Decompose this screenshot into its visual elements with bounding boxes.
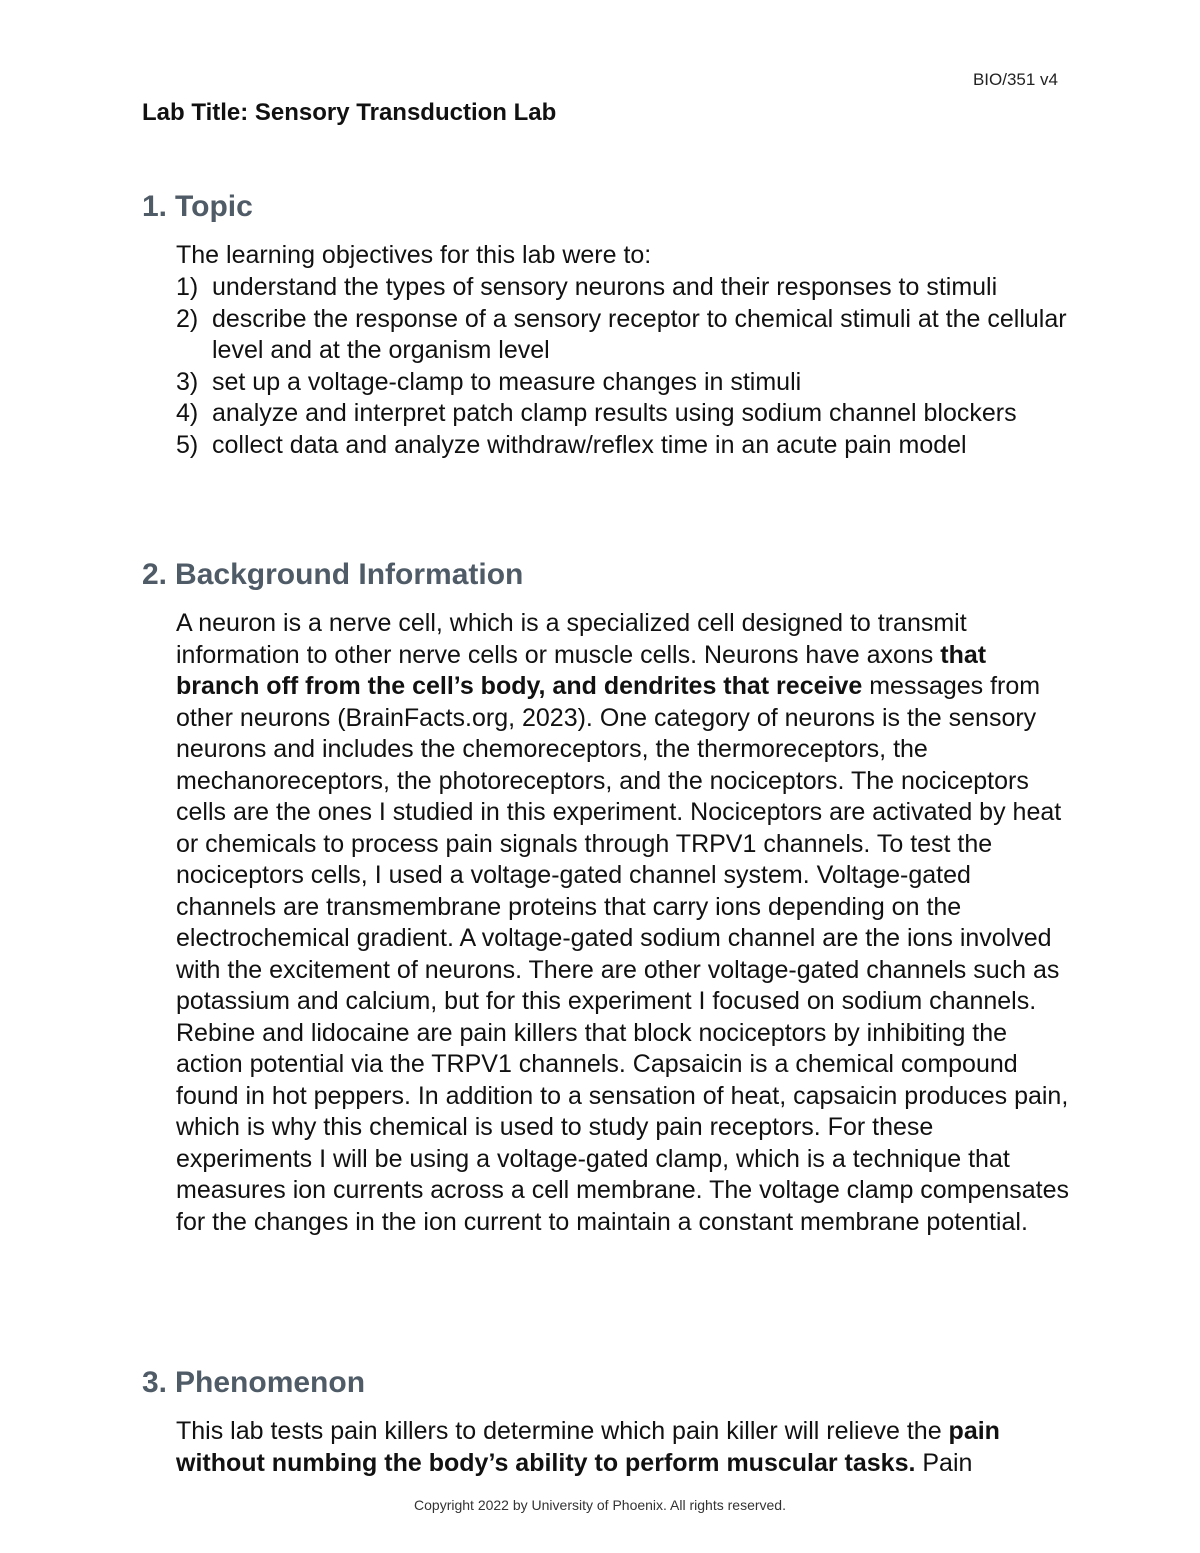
list-item bbox=[176, 272, 1076, 304]
section-heading-background bbox=[142, 558, 523, 592]
list-item-text: set up a voltage-clamp to measure changes in stimuli bbox=[212, 367, 802, 396]
section-title: Phenomenon bbox=[175, 1366, 366, 1399]
section-number: 3. bbox=[142, 1366, 168, 1399]
copyright-footer: Copyright 2022 by University of Phoenix. All rights reserved. bbox=[414, 1497, 786, 1513]
list-marker: 3) bbox=[176, 367, 199, 396]
list-marker: 1) bbox=[176, 273, 199, 301]
list-item bbox=[176, 367, 1076, 399]
course-code: BIO/351 v4 bbox=[972, 70, 1058, 89]
list-item bbox=[176, 430, 1076, 462]
paragraph-text: Pain bbox=[915, 1448, 973, 1477]
list-item bbox=[176, 304, 1076, 367]
list-item-text: analyze and interpret patch clamp results using sodium channel blockers bbox=[212, 399, 1017, 427]
section-number: 2. bbox=[142, 558, 168, 591]
objectives-list bbox=[176, 272, 1076, 461]
phenomenon-paragraph bbox=[176, 1416, 1076, 1479]
paragraph-text: messages from other neurons (BrainFacts.org, 2023). One category of neurons is the sensory neurons and includes the chemoreceptors, the thermoreceptors, the mechanoreceptors, the photoreceptors, and the nociceptors. The nociceptors cells are the ones I studied in this experiment. Nociceptors are activated by heat or chemicals to process pain signals through TRPV1 channels. To test the nociceptors cells, I used a voltage-gated channel system. Voltage-gated channels are transmembrane proteins that carry ions depending on the electrochemical gradient. A voltage-gated sodium channel are the ions involved with the excitement of neurons. There are other voltage-gated channels such as potassium and calcium, but for this experiment I focused on sodium channels. Rebine and lidocaine are pain killers that block nociceptors by inhibiting the action potential via the TRPV1 channels. Capsaicin is a chemical compound found in hot peppers. In addition to a sensation of heat, capsaicin produces pain, which is why this chemical is used to study pain receptors. For these experiments I will be using a voltage-gated clamp, which is a technique that measures ion currents across a cell membrane. The voltage clamp compensates for the changes in the ion current to maintain a constant membrane potential. bbox=[176, 672, 1070, 1236]
list-marker: 5) bbox=[176, 430, 199, 459]
section-heading-topic bbox=[142, 190, 253, 224]
list-marker: 2) bbox=[176, 304, 199, 333]
list-item-text: understand the types of sensory neurons and their responses to stimuli bbox=[212, 273, 998, 301]
lab-title: Lab Title: Sensory Transduction Lab bbox=[142, 99, 557, 126]
list-marker: 4) bbox=[176, 399, 199, 427]
paragraph-bold-text: that branch off from the cell’s body, and dendrites that receive bbox=[176, 640, 987, 700]
paragraph-text: A neuron is a nerve cell, which is a specialized cell designed to transmit information to other nerve cells or muscle cells. Neurons have axons bbox=[176, 609, 967, 669]
objectives-intro: The learning objectives for this lab were to: bbox=[176, 241, 652, 269]
section-number: 1. bbox=[142, 190, 168, 223]
list-item-text: describe the response of a sensory receptor to chemical stimuli at the cellular level and at the organism level bbox=[212, 304, 1067, 364]
background-paragraph bbox=[176, 608, 1076, 1238]
paragraph-bold-text: pain without numbing the body’s ability to perform muscular tasks. bbox=[176, 1417, 1000, 1477]
paragraph-text: This lab tests pain killers to determine which pain killer will relieve the bbox=[176, 1417, 949, 1445]
list-item-text: collect data and analyze withdraw/reflex time in an acute pain model bbox=[212, 430, 967, 459]
list-item bbox=[176, 398, 1076, 430]
section-title: Background Information bbox=[175, 558, 524, 591]
section-heading-phenomenon bbox=[142, 1366, 365, 1400]
section-title: Topic bbox=[175, 190, 253, 223]
